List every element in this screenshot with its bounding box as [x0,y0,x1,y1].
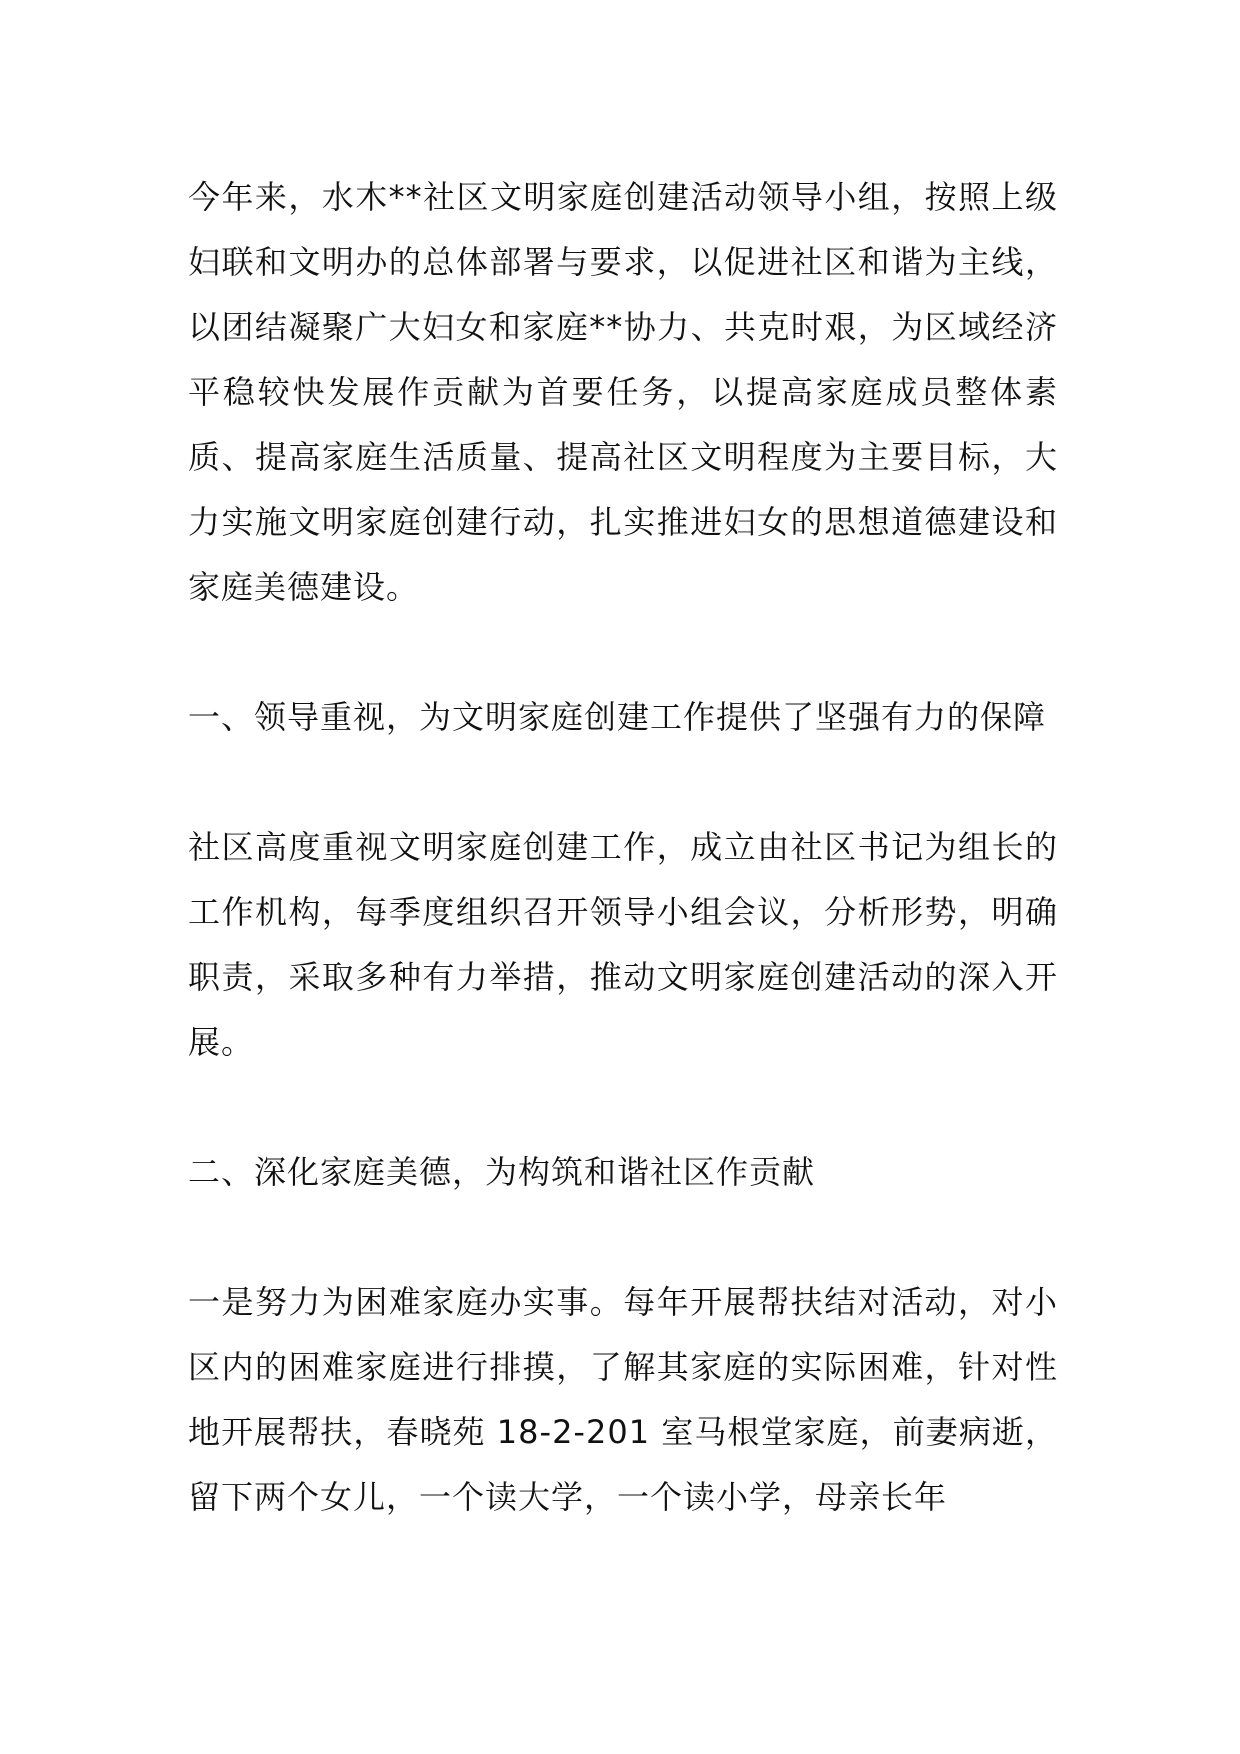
intro-paragraph: 今年来，水木**社区文明家庭创建活动领导小组，按照上级妇联和文明办的总体部署与要求，以促进社区和谐为主线，以团结凝聚广大妇女和家庭**协力、共克时艰，为区域经济平稳较快发展作贡献为首要任务，以提高家庭成员整体素质、提高家庭生活质量、提高社区文明程度为主要目标，大力实施文明家庭创建行动，扎实推进妇女的思想道德建设和家庭美德建设。 [188,178,1058,606]
document-page [188,165,1058,1530]
section-2-paragraph: 一是努力为困难家庭办实事。每年开展帮扶结对活动，对小区内的困难家庭进行排摸，了解其家庭的实际困难，针对性地开展帮扶，春晓苑 18-2-201 室马根堂家庭，前妻病逝，留下两个女儿，一个读大学，一个读小学，母亲长年 [188,1283,1058,1516]
section-1-paragraph: 社区高度重视文明家庭创建工作，成立由社区书记为组长的工作机构，每季度组织召开领导小组会议，分析形势，明确职责，采取多种有力举措，推动文明家庭创建活动的深入开展。 [188,828,1058,1061]
section-heading-2: 二、深化家庭美德，为构筑和谐社区作贡献 [188,1153,816,1191]
section-heading-1: 一、领导重视，为文明家庭创建工作提供了坚强有力的保障 [188,698,1047,736]
